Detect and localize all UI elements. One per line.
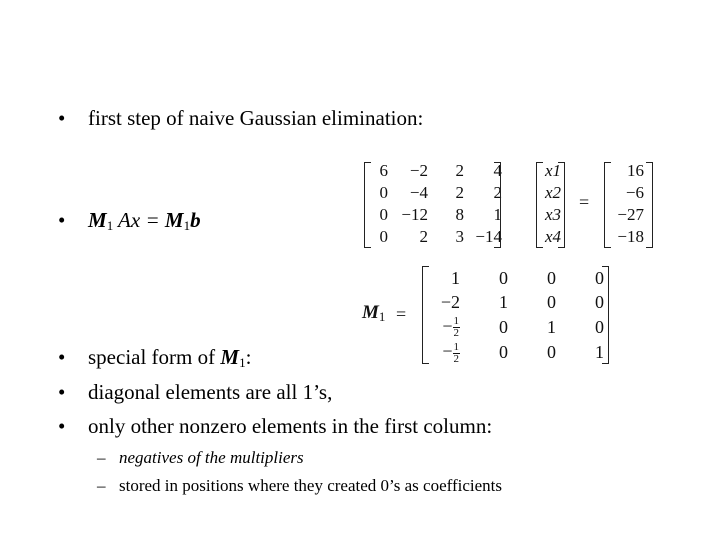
a-cell: 0	[379, 183, 388, 202]
a-cell: 0	[379, 227, 388, 246]
bullet-dot: •	[58, 106, 66, 130]
m1-cell: 0	[595, 268, 604, 288]
matrix-a	[372, 160, 502, 248]
bullet-dot: •	[58, 208, 66, 232]
a-cell: 2	[493, 183, 502, 202]
bullet-special-form	[58, 345, 251, 375]
x-cell: x3	[545, 205, 562, 224]
a-cell: 2	[455, 161, 464, 180]
system-equals: =	[579, 192, 590, 212]
m1-figure	[360, 262, 620, 366]
linear-system-figure	[360, 160, 660, 250]
matrix-a-left-bracket	[364, 162, 371, 248]
frac-den: 2	[453, 352, 459, 365]
bullet-diagonal-text: diagonal elements are all 1’s,	[88, 380, 333, 404]
m1-frac-cell	[430, 314, 460, 339]
m1-cell: 1	[595, 342, 604, 363]
b-cell: −18	[617, 227, 644, 246]
subbullet-multipliers-text: negatives of the multipliers	[119, 448, 304, 467]
m1-label-subscript: 1	[378, 309, 386, 324]
b-cell: 16	[627, 161, 644, 180]
a-cell: 8	[455, 205, 464, 224]
frac-num: 1	[453, 340, 459, 353]
m1-cell: 0	[547, 342, 556, 363]
bullet-equation	[58, 208, 201, 238]
a-cell: −14	[475, 227, 502, 246]
m1-cell: 0	[547, 292, 556, 312]
m1-cell: 0	[499, 268, 508, 288]
sub-dash: –	[97, 448, 106, 467]
a-cell: 2	[419, 227, 428, 246]
vector-x-right-bracket	[558, 162, 565, 248]
x-cell: x2	[545, 183, 562, 202]
bullet-diagonal	[58, 380, 332, 404]
equation-middle: Ax =	[113, 208, 165, 232]
fraction	[453, 342, 461, 365]
m1-cell: 0	[547, 268, 556, 288]
equation-m2-subscript: 1	[183, 218, 191, 233]
equation-b: b	[190, 208, 201, 232]
frac-sign: −	[442, 316, 453, 336]
a-cell: 6	[379, 161, 388, 180]
bullet-first-column-text: only other nonzero elements in the first column:	[88, 414, 493, 438]
bullet-first-column	[58, 414, 492, 438]
bullet-first-step	[58, 106, 423, 130]
vector-x-left-bracket	[536, 162, 543, 248]
m1-cell: 0	[595, 316, 604, 337]
a-cell: −2	[409, 161, 428, 180]
x-cell: x4	[545, 227, 562, 246]
bullet-dot: •	[58, 414, 66, 438]
b-cell: −6	[625, 183, 644, 202]
a-cell: 4	[493, 161, 502, 180]
special-form-m-subscript: 1	[239, 355, 246, 370]
m1-frac-cell	[430, 339, 460, 364]
subbullet-stored	[97, 476, 502, 496]
fraction	[453, 316, 461, 339]
special-form-m: M	[220, 345, 240, 369]
m1-cell: 0	[499, 316, 508, 337]
m1-cell: 1	[499, 292, 508, 312]
equation-m-subscript: 1	[106, 218, 114, 233]
m1-cell: 0	[499, 342, 508, 363]
m1-left-bracket	[422, 266, 429, 364]
equation-m2: M	[164, 208, 184, 232]
vector-b	[610, 160, 644, 248]
m1-cell: 0	[595, 292, 604, 312]
m1-cell: −2	[440, 292, 460, 312]
m1-cell: 1	[451, 268, 460, 288]
frac-num: 1	[453, 315, 459, 328]
equation-m: M	[88, 208, 107, 232]
a-cell: 1	[493, 205, 502, 224]
subbullet-multipliers	[97, 448, 304, 468]
sub-dash: –	[97, 476, 106, 495]
m1-label	[362, 302, 385, 325]
a-cell: −12	[401, 205, 428, 224]
a-cell: 0	[379, 205, 388, 224]
special-form-prefix: special form of	[88, 345, 221, 369]
frac-den: 2	[453, 327, 459, 340]
m1-cell: 1	[547, 316, 556, 337]
bullet-first-step-text: first step of naive Gaussian elimination:	[88, 106, 424, 130]
bullet-dot: •	[58, 345, 66, 369]
bullet-dot: •	[58, 380, 66, 404]
vector-b-right-bracket	[646, 162, 653, 248]
m1-equals: =	[396, 304, 407, 324]
frac-sign: −	[442, 341, 453, 362]
matrix-a-right-bracket	[494, 162, 501, 248]
subbullet-stored-text: stored in positions where they created 0’s as coefficients	[119, 476, 503, 495]
a-cell: −4	[409, 183, 428, 202]
a-cell: 3	[455, 227, 464, 246]
m1-label-m: M	[362, 302, 379, 323]
x-cell: x1	[545, 161, 562, 180]
a-cell: 2	[455, 183, 464, 202]
special-form-suffix: :	[245, 345, 252, 369]
m1-right-bracket	[602, 266, 609, 364]
b-cell: −27	[617, 205, 644, 224]
m1-matrix	[430, 266, 604, 365]
